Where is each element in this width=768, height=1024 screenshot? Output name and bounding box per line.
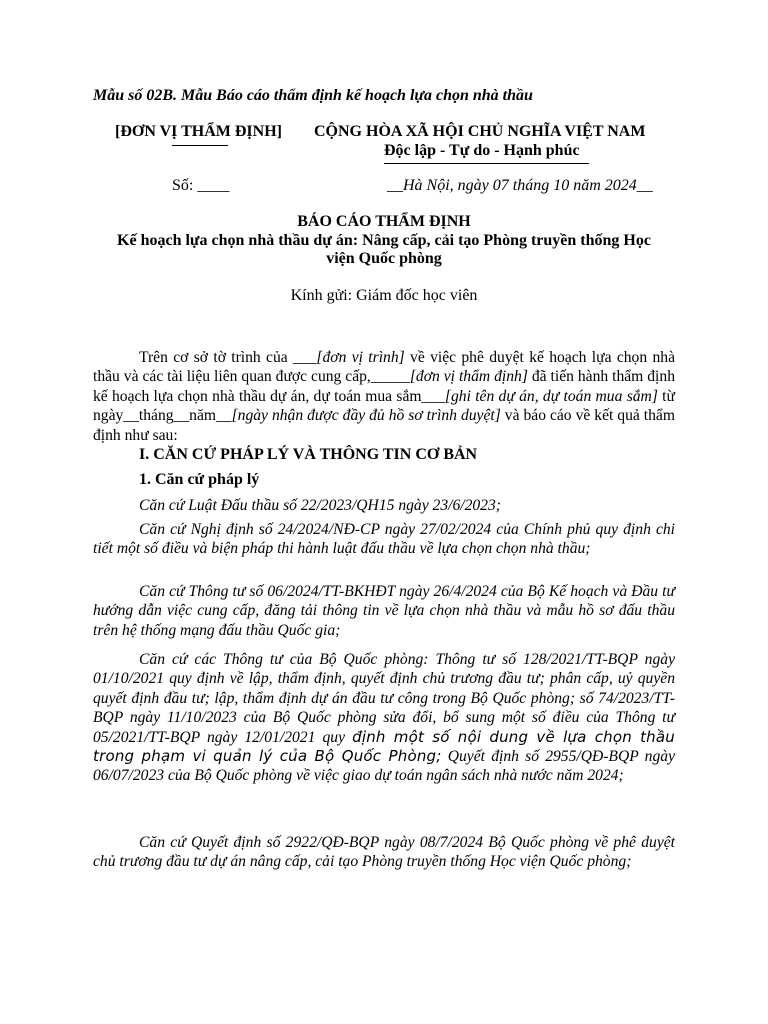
intro-paragraph: Trên cơ sở tờ trình của ___[đơn vị trình] về việc phê duyệt kế hoạch lựa chọn nhà thầu và các tài liệu liên quan được cung cấp,_____[đơn vị thẩm định] đã tiến hành thẩm định kế hoạch lựa chọn nhà thầu dự án, dự toán mua sắm___[ghi tên dự án, dự toán mua sắm] từ ngày__tháng__năm__[ngày nhận được đầy đủ hồ sơ trình duyệt] và báo cáo về kết quả thẩm định như sau: xyxy=(93,349,675,444)
legal-basis-2: Căn cứ Nghị định số 24/2024/NĐ-CP ngày 27/02/2024 của Chính phủ quy định chi tiết một số điều và biện pháp thi hành luật đấu thầu về lựa chọn chọn nhà thầu; xyxy=(93,521,675,558)
form-title: Mẫu số 02B. Mẫu Báo cáo thẩm định kế hoạch lựa chọn nhà thầu xyxy=(93,87,533,104)
legal-basis-4: Căn cứ các Thông tư của Bộ Quốc phòng: Thông tư số 128/2021/TT-BQP ngày 01/10/2021 quy định về lập, thẩm định, quyết định chủ trương đầu tư; phân cấp, uỷ quyền quyết định đầu tư; lập, thẩm định dự án đầu tư công trong Bộ Quốc phòng; số 74/2023/TT-BQP ngày 11/10/2023 của Bộ Quốc phòng sửa đổi, bổ sung một số điều của Thông tư 05/2021/TT-BQP ngày 12/01/2021 quy định một số nội dung về lựa chọn thầu trong phạm vi quản lý của Bộ Quốc Phòng; Quyết định số 2955/QĐ-BQP ngày 06/07/2023 của Bộ Quốc phòng về việc giao dự toán ngân sách nhà nước năm 2024; xyxy=(93,651,675,785)
issuing-unit: [ĐƠN VỊ THẨM ĐỊNH] xyxy=(115,123,282,140)
motto-underline xyxy=(384,163,589,164)
nation-heading: CỘNG HÒA XÃ HỘI CHỦ NGHĨA VIỆT NAM xyxy=(314,123,646,140)
national-motto: Độc lập - Tự do - Hạnh phúc xyxy=(384,142,580,159)
document-number: Số: ____ xyxy=(172,177,230,194)
legal-basis-5: Căn cứ Quyết định số 2922/QĐ-BQP ngày 08/7/2024 Bộ Quốc phòng về phê duyệt chủ trương đầu tư dự án nâng cấp, cải tạo Phòng truyền thống Học viện Quốc phòng; xyxy=(93,834,675,871)
unit-underline xyxy=(172,145,228,146)
place-and-date: __Hà Nội, ngày 07 tháng 10 năm 2024__ xyxy=(387,177,653,194)
report-title: BÁO CÁO THẨM ĐỊNH xyxy=(297,213,471,230)
recipient-line: Kính gửi: Giám đốc học viên xyxy=(290,287,478,304)
legal-basis-3: Căn cứ Thông tư số 06/2024/TT-BKHĐT ngày 26/4/2024 của Bộ Kế hoạch và Đầu tư hướng dẫn việc cung cấp, đăng tải thông tin về lựa chọn nhà thầu và mẫu hồ sơ đấu thầu trên hệ thống mạng đấu thầu Quốc gia; xyxy=(93,583,675,639)
subsection-heading: 1. Căn cứ pháp lý xyxy=(139,471,260,488)
legal-basis-1: Căn cứ Luật Đấu thầu số 22/2023/QH15 ngày 23/6/2023; xyxy=(139,497,501,514)
report-subtitle-line-2: viện Quốc phòng xyxy=(326,250,442,267)
section-heading: I. CĂN CỨ PHÁP LÝ VÀ THÔNG TIN CƠ BẢN xyxy=(139,446,478,463)
report-subtitle-line-1: Kế hoạch lựa chọn nhà thầu dự án: Nâng cấp, cải tạo Phòng truyền thống Học xyxy=(117,232,651,249)
